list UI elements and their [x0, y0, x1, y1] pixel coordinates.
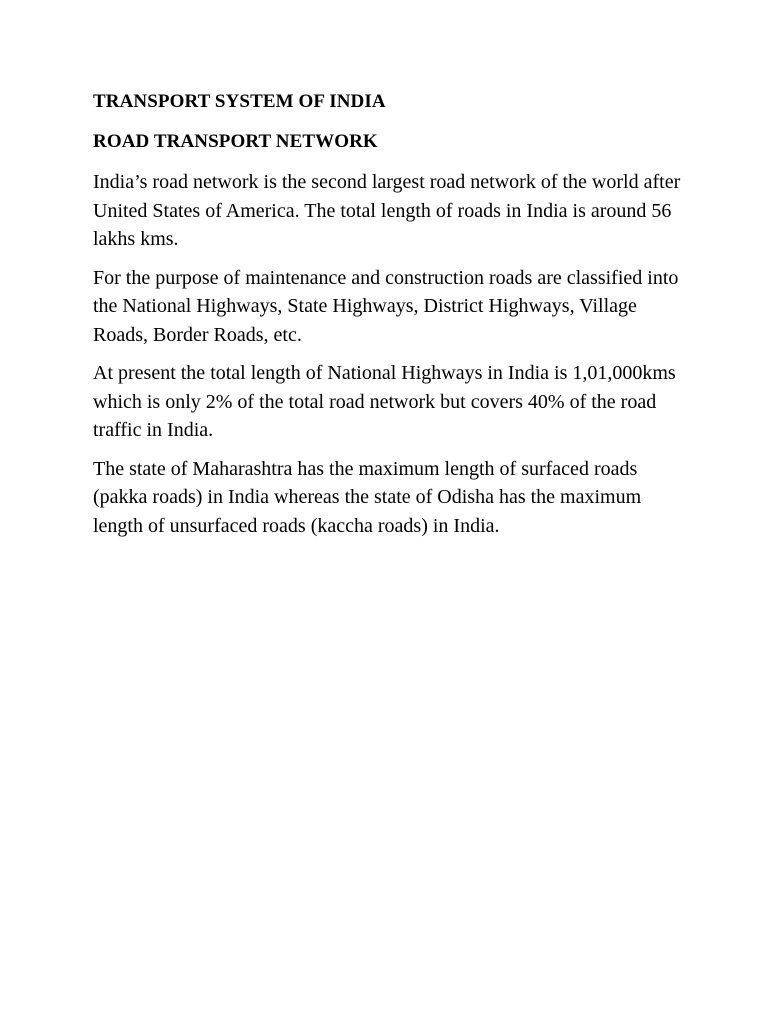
document-title: TRANSPORT SYSTEM OF INDIA: [93, 91, 386, 112]
document-body: [93, 88, 683, 550]
paragraph-road-classification: For the purpose of maintenance and construction roads are classified into the National Highways, State Highways, District Highways, Village Roads, Border Roads, etc.: [93, 266, 679, 346]
paragraph-national-highways: At present the total length of National Highways in India is 1,01,000kms which is only 2% of the total road network but covers 40% of the road traffic in India.: [93, 362, 676, 441]
paragraph-road-network: India’s road network is the second largest road network of the world after United States of America. The total length of roads in India is around 56 lakhs kms.: [93, 171, 681, 250]
section-heading: ROAD TRANSPORT NETWORK: [93, 131, 378, 152]
paragraph-state-roads: The state of Maharashtra has the maximum length of surfaced roads (pakka roads) in India whereas the state of Odisha has the maximum length of unsurfaced roads (kaccha roads) in India.: [93, 457, 642, 537]
